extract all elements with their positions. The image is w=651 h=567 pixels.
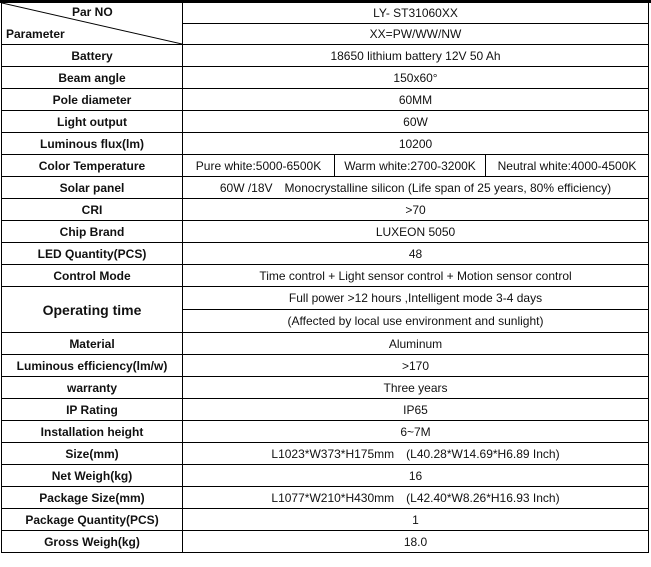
row-value: LUXEON 5050 — [183, 221, 649, 243]
table-row — [2, 243, 649, 265]
table-row — [2, 355, 649, 377]
table-row — [2, 89, 649, 111]
row-label: Luminous efficiency(lm/w) — [2, 355, 183, 377]
row-value: Aluminum — [183, 333, 649, 355]
battery-capacity: 12V 50 Ah — [445, 48, 501, 63]
row-label: Chip Brand — [2, 221, 183, 243]
par-no-label: Par NO — [72, 5, 113, 19]
row-label: Solar panel — [2, 177, 183, 199]
table-row — [2, 67, 649, 89]
color-neutral-white: Neutral white:4000-4500K — [486, 155, 649, 177]
table-row — [2, 465, 649, 487]
solar-description: Monocrystalline silicon (Life span of 25 years, 80% efficiency) — [284, 180, 612, 195]
package-size-metric: L1077*W210*H430mm — [271, 490, 395, 505]
row-label: warranty — [2, 377, 183, 399]
corner-header-cell — [2, 3, 183, 45]
table-row — [2, 221, 649, 243]
header-row — [2, 3, 649, 24]
color-pure-white: Pure white:5000-6500K — [183, 155, 335, 177]
row-value: >170 — [183, 355, 649, 377]
size-value — [183, 443, 649, 465]
table-row — [2, 421, 649, 443]
row-value: Three years — [183, 377, 649, 399]
row-label: Size(mm) — [2, 443, 183, 465]
table-row — [2, 177, 649, 199]
row-label: Battery — [2, 45, 183, 67]
table-row — [2, 45, 649, 67]
size-metric: L1023*W373*H175mm — [271, 446, 395, 461]
parameter-label: Parameter — [6, 27, 65, 41]
table-row — [2, 265, 649, 287]
row-label: Gross Weigh(kg) — [2, 531, 183, 553]
row-value: Time control + Light sensor control + Motion sensor control — [183, 265, 649, 287]
row-label: Light output — [2, 111, 183, 133]
row-value: 150x60° — [183, 67, 649, 89]
operating-line-2: (Affected by local use environment and sunlight) — [183, 310, 649, 333]
row-label: Package Size(mm) — [2, 487, 183, 509]
table-row — [2, 377, 649, 399]
row-label: Color Temperature — [2, 155, 183, 177]
spec-table — [1, 2, 649, 553]
table-row — [2, 487, 649, 509]
row-value: >70 — [183, 199, 649, 221]
model-number: LY- ST31060XX — [183, 3, 649, 24]
battery-type: 18650 lithium battery — [330, 48, 446, 63]
solar-power: 60W /18V — [219, 180, 273, 195]
table-row — [2, 443, 649, 465]
row-value: IP65 — [183, 399, 649, 421]
row-label: Pole diameter — [2, 89, 183, 111]
package-size-imperial: (L42.40*W8.26*H16.93 Inch) — [406, 490, 560, 505]
solar-value — [183, 177, 649, 199]
table-row — [2, 509, 649, 531]
table-row — [2, 333, 649, 355]
row-label: Net Weigh(kg) — [2, 465, 183, 487]
color-warm-white: Warm white:2700-3200K — [335, 155, 486, 177]
row-value: 10200 — [183, 133, 649, 155]
row-label: LED Quantity(PCS) — [2, 243, 183, 265]
table-row — [2, 531, 649, 553]
row-label: Material — [2, 333, 183, 355]
row-value: 16 — [183, 465, 649, 487]
model-variants: XX=PW/WW/NW — [183, 24, 649, 45]
row-label: Operating time — [2, 287, 183, 333]
row-value: 6~7M — [183, 421, 649, 443]
package-size-value — [183, 487, 649, 509]
battery-value — [183, 45, 649, 67]
table-row — [2, 133, 649, 155]
row-label: Package Quantity(PCS) — [2, 509, 183, 531]
row-label: Control Mode — [2, 265, 183, 287]
table-row — [2, 199, 649, 221]
size-imperial: (L40.28*W14.69*H6.89 Inch) — [406, 446, 560, 461]
table-row — [2, 111, 649, 133]
row-label: IP Rating — [2, 399, 183, 421]
table-row — [2, 155, 649, 177]
operating-line-1: Full power >12 hours ,Intelligent mode 3-4 days — [183, 287, 649, 310]
row-label: CRI — [2, 199, 183, 221]
row-value: 1 — [183, 509, 649, 531]
row-label: Beam angle — [2, 67, 183, 89]
table-row — [2, 287, 649, 310]
row-value: 48 — [183, 243, 649, 265]
row-value: 18.0 — [183, 531, 649, 553]
row-value: 60W — [183, 111, 649, 133]
table-row — [2, 399, 649, 421]
row-value: 60MM — [183, 89, 649, 111]
row-label: Luminous flux(lm) — [2, 133, 183, 155]
row-label: Installation height — [2, 421, 183, 443]
